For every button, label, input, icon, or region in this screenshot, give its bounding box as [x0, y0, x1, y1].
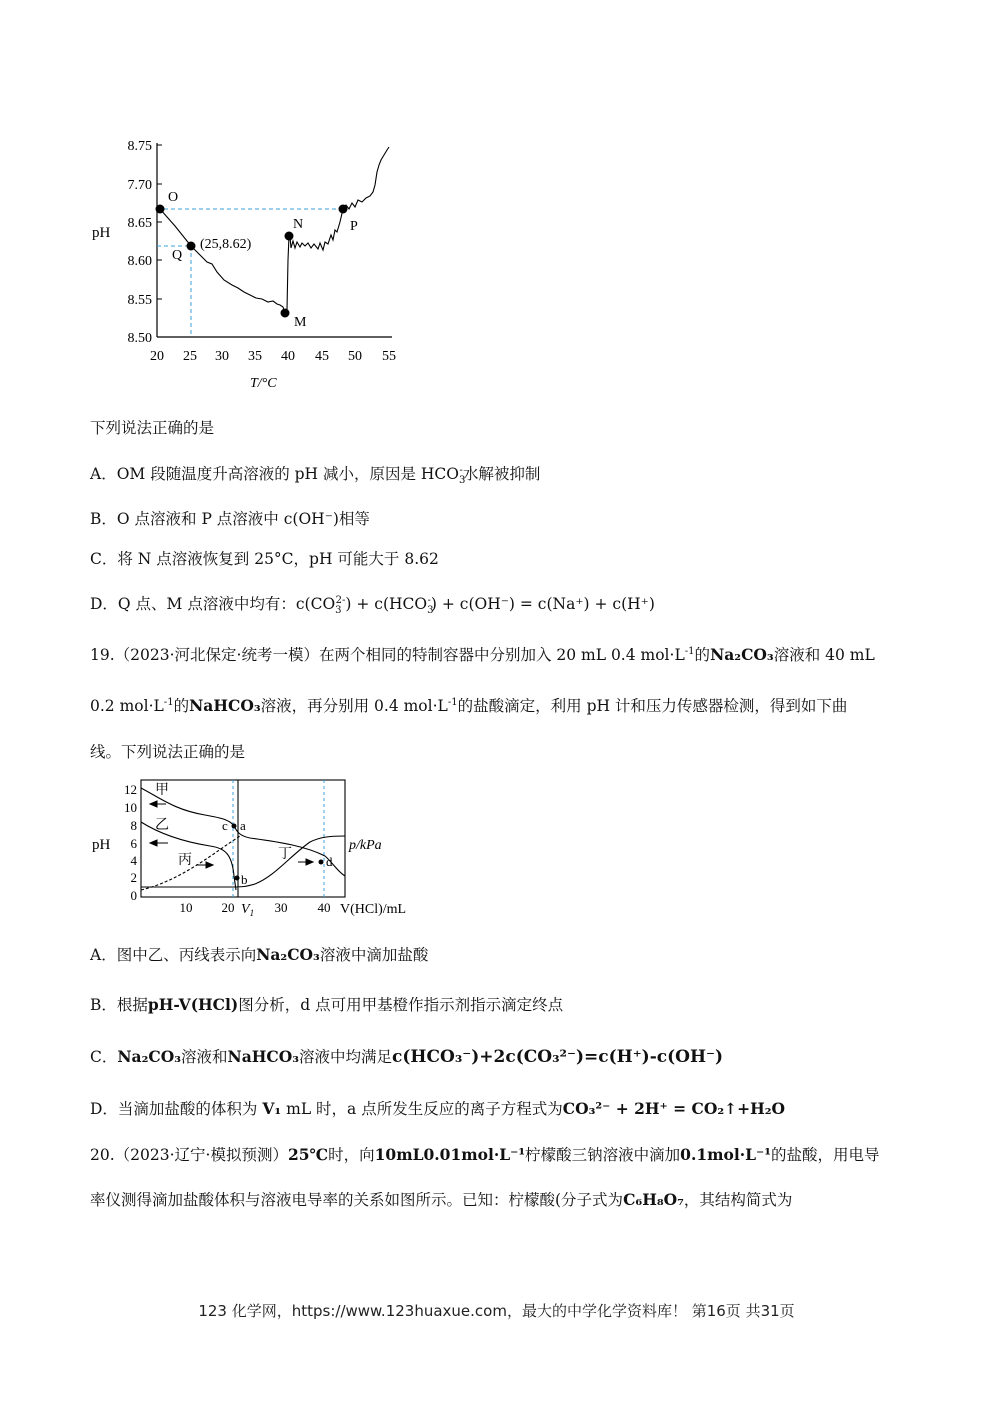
q18-option-b: B．O 点溶液和 P 点溶液中 c(OH⁻)相等	[90, 510, 370, 528]
point-d	[319, 860, 324, 865]
label-jia: 甲	[155, 783, 169, 798]
x-tick-label: 35	[248, 349, 262, 364]
label-P: P	[350, 219, 358, 234]
y-tick-label: 12	[124, 782, 137, 797]
y-tick-label: 8.50	[127, 331, 152, 346]
y-tick-label: 8.55	[127, 293, 152, 308]
q19-option-a: A．图中乙、丙线表示向Na₂CO₃溶液中滴加盐酸	[90, 945, 429, 964]
label-N: N	[293, 217, 304, 232]
y-axis-label: pH	[92, 225, 111, 241]
y-tick-label: 8.60	[127, 254, 152, 269]
v1-label: $V_1$	[241, 902, 255, 918]
q18-prompt: 下列说法正确的是	[90, 419, 215, 437]
x-tick-label: 10	[179, 900, 193, 915]
q19-option-b: B．根据pH-V(HCl)图分析，d 点可用甲基橙作指示剂指示滴定终点	[90, 995, 564, 1014]
y-tick-label: 6	[130, 836, 137, 851]
q19-line-3: 线。下列说法正确的是	[90, 743, 246, 761]
y-axis-label: pH	[92, 837, 111, 853]
label-M: M	[294, 315, 307, 330]
label-d: d	[326, 854, 333, 869]
x-tick-label: 30	[215, 349, 229, 364]
y-tick-label: 10	[124, 800, 137, 815]
ph-temperature-chart	[92, 130, 410, 395]
y-tick-label: 8	[130, 818, 137, 833]
label-yi: 乙	[155, 818, 169, 833]
q20-line-2: 率仪测得滴加盐酸体积与溶液电导率的关系如图所示。已知：柠檬酸(分子式为C₆H₈O₇，其结构简式为	[90, 1190, 793, 1209]
y-tick-label: 8.65	[127, 216, 152, 231]
q18-option-d: D．Q 点、M 点溶液中均有：$c(CO_3^{2-}) + c(HCO_3^-) + c(OH^-) = c(Na^+) + c(H^+)$	[90, 594, 655, 617]
x-tick-label: 30	[274, 900, 288, 915]
x-tick-label: 40	[281, 349, 295, 364]
point-M	[281, 309, 290, 318]
q18-option-c: C．将 N 点溶液恢复到 25°C，pH 可能大于 8.62	[90, 550, 439, 568]
y-tick-label: 7.70	[127, 178, 152, 193]
q19-option-c: C．Na₂CO₃溶液和NaHCO₃溶液中均满足c(HCO₃⁻)+2c(CO₃²⁻)=c(H⁺)-c(OH⁻)	[90, 1047, 724, 1067]
label-c: c	[222, 818, 228, 833]
label-O: O	[168, 190, 179, 205]
label-ding: 丁	[278, 847, 292, 862]
label-bing: 丙	[178, 853, 192, 868]
x-tick-label: 25	[183, 349, 197, 364]
q18-option-a: A．OM 段随温度升高溶液的 pH 减小，原因是 $HCO_3^-$水解被抑制	[90, 464, 541, 487]
q19-line-2: 0.2 $mol\cdot L^{-1}$的NaHCO₃溶液，再分别用 0.4 $mol\cdot L^{-1}$的盐酸滴定，利用 pH 计和压力传感器检测，得到如下曲	[90, 696, 848, 715]
x-axis-label: V(HCl)/mL	[340, 902, 407, 917]
page-footer: 123 化学网，https://www.123huaxue.com，最大的中学化学资料库！ 第16页 共31页	[198, 1302, 795, 1320]
q19-line-1: 19.（2023·河北保定·统考一模）在两个相同的特制容器中分别加入 20 mL 0.4 $mol\cdot L^{-1}$的Na₂CO₃溶液和 40 mL	[90, 645, 875, 664]
y-tick-label: 0	[130, 888, 137, 903]
label-b: b	[241, 872, 248, 887]
y2-axis-label: p/kPa	[349, 838, 382, 853]
y-tick-label: 2	[130, 870, 137, 885]
x-tick-label: 40	[317, 900, 331, 915]
x-tick-label: 20	[221, 900, 235, 915]
x-tick-label: 45	[315, 349, 329, 364]
point-P	[339, 205, 348, 214]
q19-option-d: D．当滴加盐酸的体积为 V₁ mL 时，a 点所发生反应的离子方程式为CO₃²⁻ + 2H⁺ = CO₂↑+H₂O	[90, 1099, 786, 1118]
x-axis-label: T/°C	[250, 376, 277, 391]
y-tick-label: 8.75	[127, 139, 152, 154]
point-N	[285, 232, 294, 241]
x-tick-label: 50	[348, 349, 362, 364]
y-tick-label: 4	[130, 853, 137, 868]
ph-pressure-titration-chart	[85, 775, 430, 920]
q20-line-1: 20.（2023·辽宁·模拟预测）25℃时，向10mL0.01mol·L⁻¹柠檬酸三钠溶液中滴加0.1mol·L⁻¹的盐酸，用电导	[90, 1145, 880, 1164]
point-a	[232, 824, 237, 829]
x-tick-label: 20	[150, 349, 164, 364]
point-O	[156, 205, 165, 214]
point-b	[235, 876, 240, 881]
y-ticks	[157, 145, 162, 299]
point-Q	[187, 242, 196, 251]
x-tick-label: 55	[382, 349, 396, 364]
label-Q-coord: (25,8.62)	[200, 237, 252, 252]
label-Q: Q	[172, 248, 183, 263]
label-a: a	[240, 818, 246, 833]
